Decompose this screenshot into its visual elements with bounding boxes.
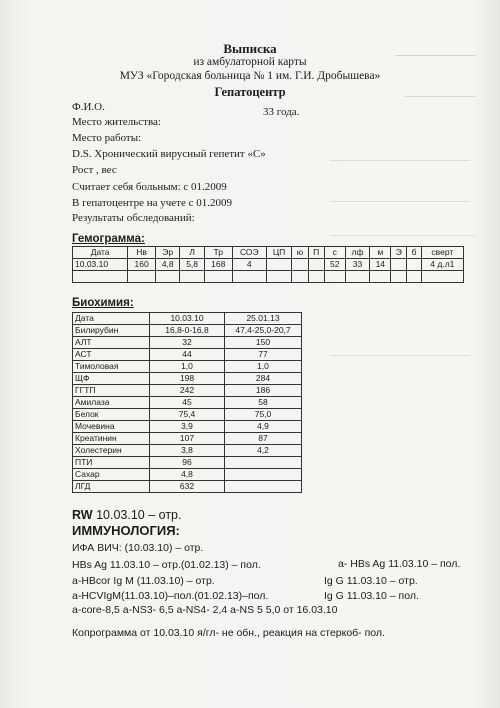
biochemistry-cell: 75,0: [225, 409, 302, 421]
hemogram-header-cell: Нв: [128, 247, 156, 259]
biochemistry-cell: Тимоловая: [73, 361, 150, 373]
ig-g-result-2: Ig G 11.03.10 – пол.: [324, 590, 419, 602]
biochemistry-cell: 3,9: [150, 421, 225, 433]
hemogram-cell: [308, 259, 324, 271]
registered-since: В гепатоцентре на учете с 01.2009: [72, 197, 232, 209]
hemogram-cell: [232, 271, 266, 283]
biochemistry-cell: [225, 469, 302, 481]
biochemistry-row: [73, 457, 302, 469]
hemogram-cell: [407, 271, 421, 283]
biochemistry-row: [73, 397, 302, 409]
results-label: Результаты обследований:: [72, 212, 195, 224]
biochemistry-cell: 4,8: [150, 469, 225, 481]
biochemistry-header-cell: Дата: [73, 313, 150, 325]
hemogram-header-row: [73, 247, 464, 259]
biochemistry-row: [73, 361, 302, 373]
biochemistry-row: [73, 325, 302, 337]
ifa-result: ИФА ВИЧ: (10.03.10) – отр.: [72, 542, 204, 554]
biochemistry-cell: АЛТ: [73, 337, 150, 349]
biochemistry-header-cell: 25.01.13: [225, 313, 302, 325]
hemogram-cell: [292, 271, 308, 283]
biochemistry-cell: 4,2: [225, 445, 302, 457]
bleed-through-mark: [330, 210, 475, 236]
biochemistry-cell: 87: [225, 433, 302, 445]
hemogram-cell: [156, 271, 180, 283]
coprogram-result: Копрограмма от 10.03.10 я/гл- не обн., реакция на стеркоб- пол.: [72, 627, 385, 639]
biochemistry-row: [73, 433, 302, 445]
ig-g-result-1: Ig G 11.03.10 – отр.: [324, 575, 418, 587]
ill-since: Считает себя больным: с 01.2009: [72, 181, 227, 193]
biochemistry-cell: ЩФ: [73, 373, 150, 385]
hemogram-header-cell: ЦП: [266, 247, 291, 259]
biochemistry-cell: 32: [150, 337, 225, 349]
biochemistry-cell: 58: [225, 397, 302, 409]
biochemistry-cell: Амилаза: [73, 397, 150, 409]
hemogram-header-cell: с: [324, 247, 345, 259]
biochemistry-row: [73, 481, 302, 493]
hbs-ag-result: HBs Ag 11.03.10 – отр.(01.02.13) – пол.: [72, 559, 261, 571]
hemogram-header-cell: Тр: [204, 247, 232, 259]
hemogram-header-cell: лф: [345, 247, 370, 259]
biochemistry-header-cell: 10.03.10: [150, 313, 225, 325]
hemogram-cell: [266, 259, 291, 271]
hemogram-cell: [128, 271, 156, 283]
hemogram-cell: 4,8: [156, 259, 180, 271]
biochemistry-cell: 4,9: [225, 421, 302, 433]
hemogram-cell: [407, 259, 421, 271]
biochemistry-cell: 45: [150, 397, 225, 409]
biochemistry-cell: 16,8-0-16,8: [150, 325, 225, 337]
biochemistry-row: [73, 337, 302, 349]
hemogram-cell: [204, 271, 232, 283]
biochemistry-cell: Мочевина: [73, 421, 150, 433]
hemogram-cell: 168: [204, 259, 232, 271]
hemogram-cell: 4 д.л1: [421, 259, 463, 271]
hemogram-cell: 52: [324, 259, 345, 271]
hemogram-title: Гемограмма:: [72, 233, 145, 245]
biochemistry-header-row: [73, 313, 302, 325]
biochemistry-row: [73, 445, 302, 457]
biochemistry-cell: АСТ: [73, 349, 150, 361]
biochemistry-cell: 96: [150, 457, 225, 469]
biochemistry-cell: ПТИ: [73, 457, 150, 469]
biochemistry-cell: [225, 457, 302, 469]
hemogram-cell: [266, 271, 291, 283]
hemogram-cell: [391, 259, 407, 271]
hemogram-cell: 4: [232, 259, 266, 271]
bleed-through-mark: [330, 325, 470, 356]
patient-age: 33 года.: [263, 106, 300, 118]
hemogram-header-cell: Э: [391, 247, 407, 259]
biochemistry-cell: 3,8: [150, 445, 225, 457]
biochemistry-cell: 44: [150, 349, 225, 361]
biochemistry-cell: 77: [225, 349, 302, 361]
core-ns-results: a-core-8,5 a-NS3- 6,5 a-NS4- 2,4 a-NS 5 5,0 от 16.03.10: [72, 604, 338, 616]
hemogram-row: [73, 271, 464, 283]
hemogram-header-cell: б: [407, 247, 421, 259]
hemogram-cell: 33: [345, 259, 370, 271]
hemogram-cell: 14: [370, 259, 391, 271]
biochemistry-cell: Холестерин: [73, 445, 150, 457]
work-label: Место работы:: [72, 132, 142, 144]
a-hbcor-result: a-HBcor Ig M (11.03.10) – отр.: [72, 575, 215, 587]
department-name: Гепатоцентр: [214, 85, 286, 99]
immunology-title: ИММУНОЛОГИЯ:: [72, 523, 180, 538]
a-hcv-result: a-HCVIgM(11.03.10)–пол.(01.02.13)–пол.: [72, 590, 269, 602]
biochemistry-row: [73, 349, 302, 361]
biochemistry-cell: ГГТП: [73, 385, 150, 397]
biochemistry-cell: Креатинин: [73, 433, 150, 445]
biochemistry-cell: 47,4-25,0-20,7: [225, 325, 302, 337]
rw-label: RW: [72, 508, 93, 522]
hemogram-header-cell: Эр: [156, 247, 180, 259]
hemogram-cell: [370, 271, 391, 283]
hemogram-table: [72, 246, 464, 283]
biochemistry-cell: 284: [225, 373, 302, 385]
document-title: Выписка: [223, 41, 277, 56]
hemogram-cell: [324, 271, 345, 283]
hemogram-cell: 5,8: [180, 259, 204, 271]
hemogram-cell: [391, 271, 407, 283]
a-hbs-ag-result: a- HBs Ag 11.03.10 – пол.: [338, 558, 461, 570]
biochemistry-cell: Билирубин: [73, 325, 150, 337]
hemogram-header-cell: Дата: [73, 247, 128, 259]
hemogram-cell: [421, 271, 463, 283]
hemogram-row: [73, 259, 464, 271]
biochemistry-cell: 150: [225, 337, 302, 349]
hemogram-cell: [180, 271, 204, 283]
biochemistry-cell: 75,4: [150, 409, 225, 421]
biochemistry-cell: Белок: [73, 409, 150, 421]
biochemistry-cell: 1,0: [225, 361, 302, 373]
hemogram-cell: [345, 271, 370, 283]
hemogram-header-cell: м: [370, 247, 391, 259]
biochemistry-cell: ЛГД: [73, 481, 150, 493]
biochemistry-cell: 186: [225, 385, 302, 397]
rw-value: 10.03.10 – отр.: [96, 508, 182, 522]
hemogram-header-cell: Л: [180, 247, 204, 259]
biochemistry-title: Биохимия:: [72, 297, 134, 309]
biochemistry-cell: Сахар: [73, 469, 150, 481]
residence-label: Место жительства:: [72, 116, 161, 128]
fio-label: Ф.И.О.: [72, 101, 105, 113]
hemogram-cell: 10.03.10: [73, 259, 128, 271]
hemogram-cell: 160: [128, 259, 156, 271]
rw-line: [72, 508, 181, 522]
biochemistry-cell: 107: [150, 433, 225, 445]
hemogram-header-cell: ю: [292, 247, 308, 259]
hemogram-cell: [308, 271, 324, 283]
biochemistry-table: [72, 312, 302, 493]
hemogram-header-cell: сверт: [421, 247, 463, 259]
biochemistry-cell: 198: [150, 373, 225, 385]
biochemistry-cell: 242: [150, 385, 225, 397]
biochemistry-row: [73, 421, 302, 433]
bleed-through-mark: [330, 160, 470, 202]
hemogram-cell: [292, 259, 308, 271]
height-weight: Рост , вес: [72, 164, 117, 176]
hemogram-cell: [73, 271, 128, 283]
biochemistry-row: [73, 385, 302, 397]
biochemistry-cell: [225, 481, 302, 493]
hemogram-header-cell: П: [308, 247, 324, 259]
hemogram-header-cell: СОЭ: [232, 247, 266, 259]
biochemistry-row: [73, 373, 302, 385]
biochemistry-row: [73, 409, 302, 421]
organization-name: МУЗ «Городская больница № 1 им. Г.И. Дробышева»: [119, 70, 381, 82]
biochemistry-cell: 632: [150, 481, 225, 493]
biochemistry-cell: 1,0: [150, 361, 225, 373]
document-subtitle: из амбулаторной карты: [193, 56, 307, 68]
biochemistry-row: [73, 469, 302, 481]
diagnosis: D.S. Хронический вирусный гепетит «С»: [72, 148, 266, 160]
